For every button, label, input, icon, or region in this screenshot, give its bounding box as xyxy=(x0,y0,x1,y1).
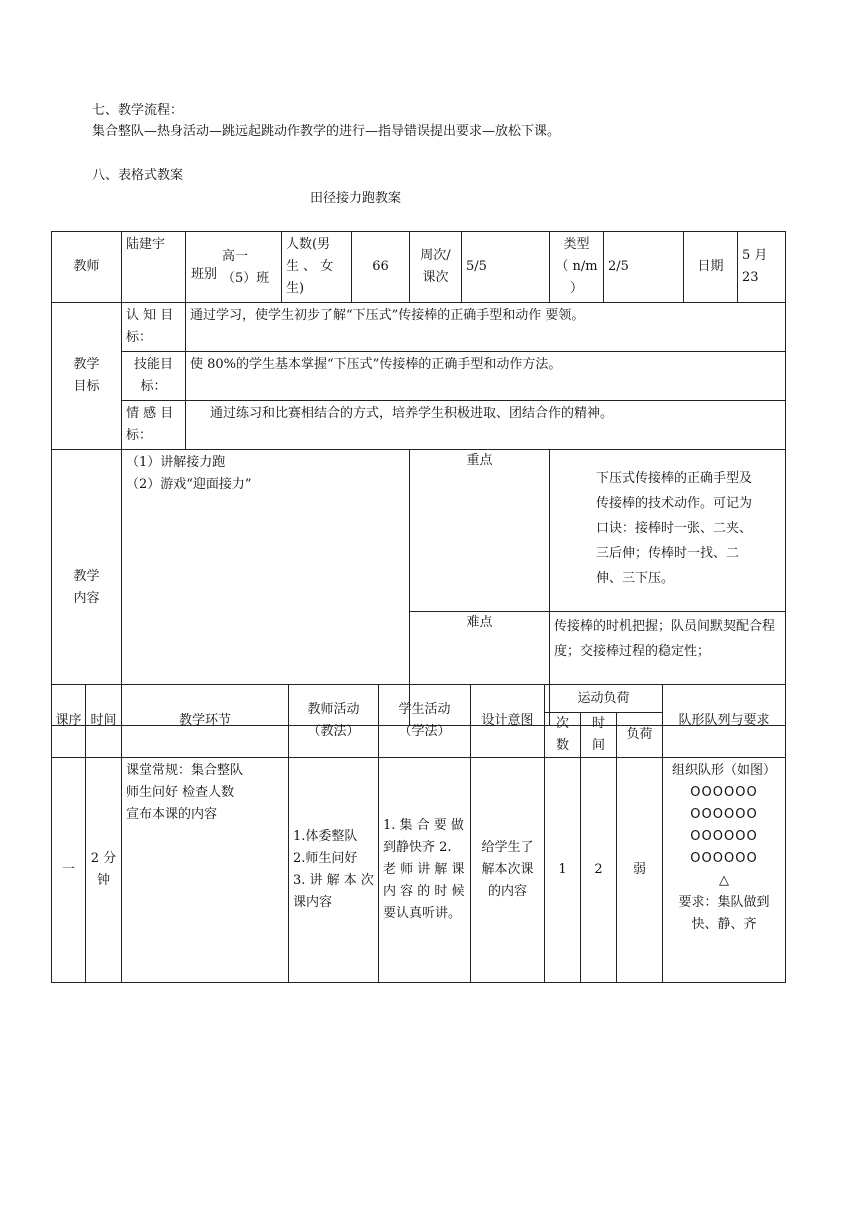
row-time: 2 分 钟 xyxy=(86,758,122,983)
week-label: 周次/ 课次 xyxy=(410,232,462,303)
col-time: 时间 xyxy=(86,685,122,758)
key-label: 重点 xyxy=(410,450,550,612)
row-intensity: 弱 xyxy=(617,758,663,983)
row-order: 一 xyxy=(52,758,86,983)
goal-affective-label: 情 感 目 标： xyxy=(122,401,186,450)
formation-row-4: OOOOOO xyxy=(690,851,758,866)
class-label-cell xyxy=(186,232,282,303)
teacher-label: 教师 xyxy=(52,232,122,303)
col-load: 运动负荷 xyxy=(545,685,663,713)
type-label: 类型 （ n/m ） xyxy=(550,232,604,303)
formation-row-3: OOOOOO xyxy=(690,829,758,844)
section8-heading: 八、表格式教案 xyxy=(92,168,184,183)
date-value: 5 月 23 xyxy=(738,232,786,303)
class-value: 高一 （5）班 xyxy=(222,249,270,286)
col-teacher-activity: 教师活动 （教法） xyxy=(289,685,379,758)
col-order: 课序 xyxy=(52,685,86,758)
row-times: 1 xyxy=(545,758,581,983)
formation-row-2: OOOOOO xyxy=(690,807,758,822)
process-table xyxy=(51,684,786,983)
col-times: 次 数 xyxy=(545,713,581,758)
col-design: 设计意图 xyxy=(471,685,545,758)
row-duration: 2 xyxy=(581,758,617,983)
teacher-name: 陆建宇 xyxy=(122,232,186,303)
type-value: 2/5 xyxy=(604,232,684,303)
date-label: 日期 xyxy=(684,232,738,303)
difficulty-label: 难点 xyxy=(410,612,550,726)
goal-affective-text: 通过练习和比赛相结合的方式，培养学生积极进取、团结合作的精神。 xyxy=(186,401,786,450)
lesson-plan-table xyxy=(51,231,786,726)
col-step: 教学环节 xyxy=(122,685,289,758)
formation-marker: △ xyxy=(719,873,729,888)
goal-skill-text: 使 80%的学生基本掌握“下压式”传接棒的正确手型和动作方法。 xyxy=(186,352,786,401)
formation-title: 组织队形（如图） xyxy=(671,763,776,778)
col-student-activity: 学生活动 （学法） xyxy=(379,685,471,758)
section7-heading: 七、教学流程： xyxy=(92,103,184,118)
row-formation xyxy=(663,758,786,983)
row-student-activity: 1. 集 合 要 做 到静快齐 2. 老 师 讲 解 课 内 容 的 时 候 要认真听讲。 xyxy=(379,758,471,983)
week-value: 5/5 xyxy=(462,232,550,303)
goal-skill-label: 技能目 标： xyxy=(122,352,186,401)
count-value: 66 xyxy=(352,232,410,303)
table-title: 田径接力跑教案 xyxy=(310,191,402,206)
count-label: 人数(男 生 、 女 生) xyxy=(282,232,352,303)
row-design: 给学生了 解本次课 的内容 xyxy=(471,758,545,983)
row-step: 课堂常规：集合整队 师生问好 检查人数 宣布本课的内容 xyxy=(122,758,289,983)
content-item-2: （2）游戏“迎面接力” xyxy=(126,477,252,492)
goals-label: 教学 目标 xyxy=(52,303,122,450)
goal-cognitive-label: 认 知 目 标： xyxy=(122,303,186,352)
key-text-content: 下压式传接棒的正确手型及传接棒的技术动作。可记为口诀：接棒时一张、二夹、三后伸；传棒时一找、二伸、三下压。 xyxy=(596,471,753,586)
content-item-1: （1）讲解接力跑 xyxy=(126,455,226,470)
class-label: 班别 xyxy=(190,267,217,282)
col-intensity: 负荷 xyxy=(617,713,663,758)
formation-requirement: 要求：集队做到 快、静、齐 xyxy=(678,895,770,932)
col-formation: 队形队列与要求 xyxy=(663,685,786,758)
row-teacher-activity: 1.体委整队 2.师生问好 3. 讲 解 本 次 课内容 xyxy=(289,758,379,983)
col-duration: 时 间 xyxy=(581,713,617,758)
table-row xyxy=(52,758,786,983)
formation-row-1: OOOOOO xyxy=(690,785,758,800)
key-text xyxy=(550,450,786,612)
content-label: 教学 内容 xyxy=(52,450,122,726)
difficulty-text: 传接棒的时机把握；队员间默契配合程度；交接棒过程的稳定性； xyxy=(550,612,786,726)
section7-text: 集合整队—热身活动—跳远起跳动作教学的进行—指导错误提出要求—放松下课。 xyxy=(92,124,561,139)
goal-cognitive-text: 通过学习，使学生初步了解“下压式”传接棒的正确手型和动作 要领。 xyxy=(186,303,786,352)
